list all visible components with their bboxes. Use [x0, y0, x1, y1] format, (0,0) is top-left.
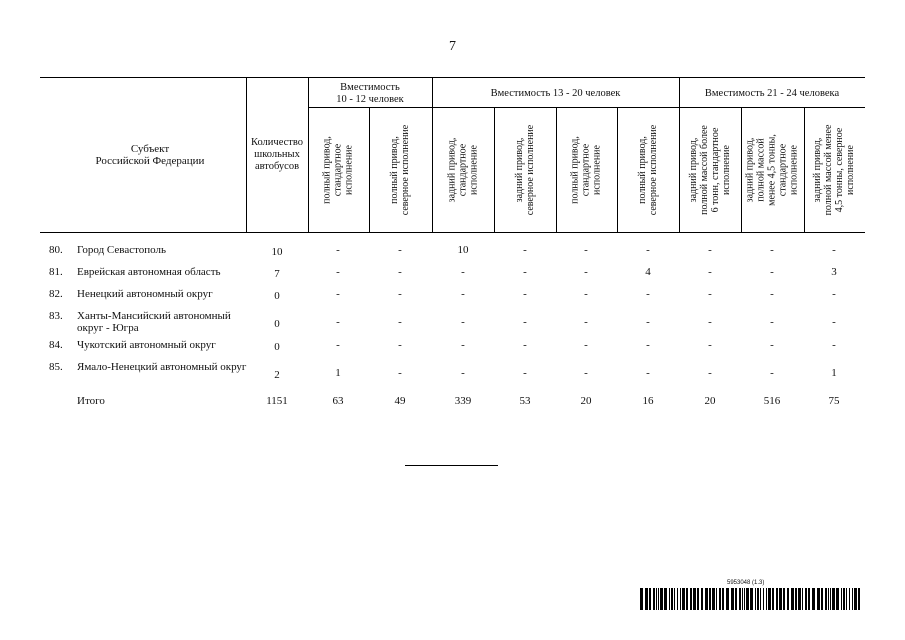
barcode-bar [669, 588, 670, 610]
barcode-bar [768, 588, 771, 610]
barcode-bar [766, 588, 767, 610]
total-value-cell: 49 [394, 395, 406, 407]
barcode-bar [735, 588, 737, 610]
value-cell: - [336, 244, 340, 256]
value-cell: - [336, 288, 340, 300]
region-name: Чукотский автономный округ [77, 339, 216, 351]
value-cell: - [708, 367, 712, 379]
value-cell: - [398, 316, 402, 328]
value-cell: - [523, 367, 527, 379]
total-value-cell: 516 [763, 395, 781, 407]
value-cell: - [523, 288, 527, 300]
barcode-bar [841, 588, 842, 610]
barcode-bar [674, 588, 675, 610]
value-cell: - [646, 316, 650, 328]
table-header-bottom-border [40, 232, 865, 233]
total-label: Итого [77, 395, 105, 407]
value-cell: - [523, 244, 527, 256]
barcode-bar [656, 588, 657, 610]
row-number: 82. [49, 288, 63, 300]
value-cell: - [708, 266, 712, 278]
barcode-bar [798, 588, 801, 610]
value-cell: - [584, 367, 588, 379]
value-cell: - [461, 316, 465, 328]
value-cell: 4 [645, 266, 651, 278]
bus-count-cell: 0 [274, 290, 280, 302]
column-header: полный привод, северное исполнение [637, 124, 659, 216]
column-divider [617, 107, 618, 232]
barcode-bar [750, 588, 753, 610]
total-value-cell: 20 [580, 395, 592, 407]
barcode-bar [821, 588, 823, 610]
value-cell: - [523, 316, 527, 328]
bus-count-cell: 0 [274, 318, 280, 330]
barcode-bar [746, 588, 749, 610]
total-value-cell: 20 [704, 395, 716, 407]
region-name: Ямало-Ненецкий автономный округ [77, 361, 247, 373]
value-cell: - [523, 266, 527, 278]
barcode-bar [787, 588, 789, 610]
barcode-bar [682, 588, 685, 610]
column-header: задний привод, северное исполнение [514, 124, 536, 216]
barcode-bar [760, 588, 761, 610]
barcode-bar [660, 588, 663, 610]
barcode-bar [808, 588, 810, 610]
barcode-bar [805, 588, 807, 610]
group-header-10-12: Вместимость 10 - 12 человек [336, 82, 404, 105]
barcode-bar [722, 588, 724, 610]
barcode-bar [719, 588, 721, 610]
value-cell: 1 [335, 367, 341, 379]
column-header: задний привод, стандартное исполнение [446, 137, 480, 203]
bus-count-cell: 0 [274, 341, 280, 353]
column-divider [494, 107, 495, 232]
value-cell: - [398, 339, 402, 351]
barcode-bar [726, 588, 729, 610]
barcode-bar [836, 588, 839, 610]
value-cell: - [461, 339, 465, 351]
value-cell: - [336, 316, 340, 328]
barcode-bar [697, 588, 699, 610]
column-header: полный привод, стандартное исполнение [569, 136, 603, 204]
barcode-bar [772, 588, 774, 610]
table-top-border [40, 77, 865, 78]
value-cell: - [646, 288, 650, 300]
barcode-bar [690, 588, 692, 610]
value-cell: - [584, 288, 588, 300]
barcode-bar [817, 588, 820, 610]
barcode-bar [742, 588, 743, 610]
row-number: 81. [49, 266, 63, 278]
barcode-bar [640, 588, 643, 610]
barcode-bar [716, 588, 717, 610]
value-cell: - [770, 244, 774, 256]
barcode-bar [712, 588, 715, 610]
barcode-bar [686, 588, 688, 610]
value-cell: - [770, 288, 774, 300]
bus-count-header: Количество школьных автобусов [250, 137, 304, 172]
barcode-label: 5953048 (1.3) [727, 580, 765, 586]
value-cell: - [832, 288, 836, 300]
bus-count-cell: 2 [274, 369, 280, 381]
bus-count-cell: 7 [274, 268, 280, 280]
barcode-bar [802, 588, 803, 610]
value-cell: - [832, 316, 836, 328]
group-header-13-20: Вместимость 13 - 20 человек [490, 88, 621, 99]
value-cell: - [336, 266, 340, 278]
value-cell: - [398, 266, 402, 278]
barcode-bar [653, 588, 655, 610]
column-divider [369, 107, 370, 232]
barcode-bar [658, 588, 659, 610]
value-cell: - [398, 244, 402, 256]
barcode-bar [812, 588, 815, 610]
barcode-bar [858, 588, 860, 610]
value-cell: - [770, 266, 774, 278]
barcode-bar [828, 588, 829, 610]
column-header: задний привод, полной массой менее 4,5 тонны, северное исполнение [812, 124, 856, 216]
value-cell: - [770, 339, 774, 351]
bus-count-cell: 10 [271, 246, 283, 258]
page-number: 7 [449, 39, 456, 54]
value-cell: - [584, 339, 588, 351]
group-header-divider [308, 107, 865, 108]
column-divider [804, 107, 805, 232]
value-cell: 10 [457, 244, 469, 256]
barcode-bar [671, 588, 673, 610]
value-cell: - [461, 367, 465, 379]
value-cell: - [770, 316, 774, 328]
separator-line [405, 465, 498, 466]
barcode-bar [843, 588, 845, 610]
barcode-bar [825, 588, 827, 610]
group-header-21-24: Вместимость 21 - 24 человека [704, 88, 840, 99]
value-cell: - [336, 339, 340, 351]
region-name: Ненецкий автономный округ [77, 288, 213, 300]
barcode-bar [731, 588, 734, 610]
barcode-bar [776, 588, 778, 610]
value-cell: - [708, 244, 712, 256]
barcode-bar [705, 588, 708, 610]
column-divider [741, 107, 742, 232]
value-cell: 3 [831, 266, 837, 278]
barcode-bar [763, 588, 764, 610]
barcode-bar [709, 588, 711, 610]
barcode-bar [693, 588, 696, 610]
value-cell: - [461, 288, 465, 300]
barcode-bar [645, 588, 648, 610]
total-value-cell: 53 [519, 395, 531, 407]
barcode-bar [739, 588, 741, 610]
value-cell: - [398, 367, 402, 379]
total-value-cell: 339 [454, 395, 472, 407]
column-header: задний привод, полной массой более 6 тонн, стандартное исполнение [688, 125, 732, 215]
barcode-bar [677, 588, 678, 610]
barcode-bar [779, 588, 782, 610]
subject-header: Субъект Российской Федерации [95, 143, 205, 167]
value-cell: - [584, 316, 588, 328]
total-value-cell: 63 [332, 395, 344, 407]
region-name: Город Севастополь [77, 244, 166, 256]
value-cell: - [584, 244, 588, 256]
row-number: 83. [49, 310, 63, 322]
column-divider [432, 77, 433, 232]
barcode-bar [791, 588, 794, 610]
barcode-bar [755, 588, 756, 610]
barcode [640, 588, 862, 610]
value-cell: - [832, 244, 836, 256]
column-header: задний привод, полной массой менее 4,5 тонны, стандартное исполнение [744, 134, 800, 206]
value-cell: - [708, 316, 712, 328]
barcode-bar [854, 588, 857, 610]
column-divider [679, 77, 680, 232]
barcode-bar [795, 588, 797, 610]
value-cell: - [646, 244, 650, 256]
region-name: Ханты-Мансийский автономный округ - Югра [77, 310, 231, 334]
barcode-bar [664, 588, 667, 610]
barcode-bar [849, 588, 850, 610]
region-name: Еврейская автономная область [77, 266, 221, 278]
value-cell: - [461, 266, 465, 278]
total-value-cell: 75 [828, 395, 840, 407]
barcode-bar [649, 588, 651, 610]
value-cell: - [646, 367, 650, 379]
barcode-bar [830, 588, 831, 610]
value-cell: - [646, 339, 650, 351]
column-divider [556, 107, 557, 232]
total-value-cell: 16 [642, 395, 654, 407]
value-cell: - [708, 339, 712, 351]
value-cell: - [770, 367, 774, 379]
row-number: 80. [49, 244, 63, 256]
row-number: 85. [49, 361, 63, 373]
barcode-bar [757, 588, 759, 610]
column-header: полный привод, северное исполнение [389, 124, 411, 216]
barcode-bar [846, 588, 847, 610]
barcode-bar [744, 588, 745, 610]
value-cell: - [523, 339, 527, 351]
barcode-bar [852, 588, 853, 610]
value-cell: - [398, 288, 402, 300]
barcode-bar [783, 588, 785, 610]
row-number: 84. [49, 339, 63, 351]
barcode-bar [680, 588, 681, 610]
value-cell: - [708, 288, 712, 300]
value-cell: - [584, 266, 588, 278]
value-cell: - [832, 339, 836, 351]
total-count: 1151 [266, 395, 288, 407]
barcode-bar [832, 588, 835, 610]
barcode-bar [701, 588, 703, 610]
value-cell: 1 [831, 367, 837, 379]
column-header: полный привод, стандартное исполнение [321, 136, 355, 204]
